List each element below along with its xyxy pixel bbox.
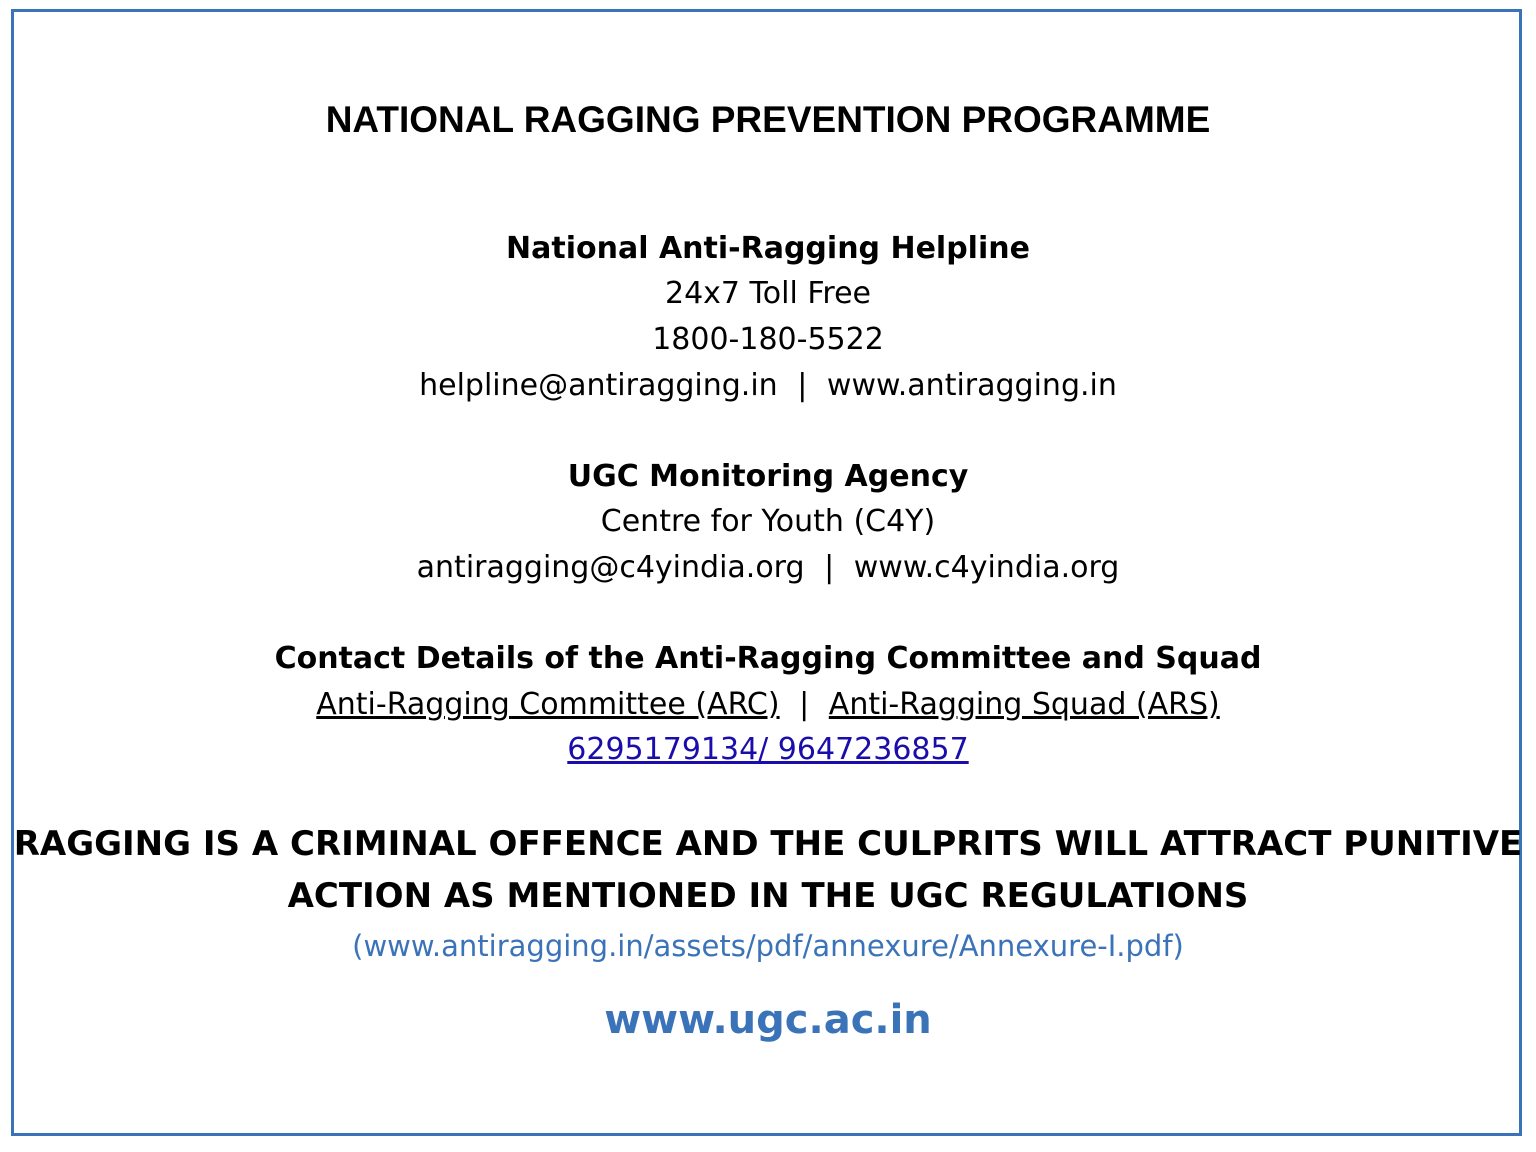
committee-phone-link[interactable]: 6295179134/ 9647236857 [567, 732, 969, 767]
committee-heading: Contact Details of the Anti-Ragging Committee and Squad [274, 641, 1262, 676]
ars-link[interactable]: Anti-Ragging Squad (ARS) [828, 687, 1220, 722]
ugc-website-link[interactable]: www.ugc.ac.in [604, 997, 932, 1043]
page-title: NATIONAL RAGGING PREVENTION PROGRAMME [325, 99, 1211, 140]
helpline-heading: National Anti-Ragging Helpline [506, 231, 1030, 266]
helpline-contact-line [0, 364, 1536, 408]
separator: | [824, 550, 835, 585]
separator: | [797, 368, 808, 403]
ugc-agency-contact-line [0, 546, 1536, 590]
ugc-agency-email[interactable]: antiragging@c4yindia.org [416, 550, 805, 585]
ugc-agency-heading: UGC Monitoring Agency [567, 459, 969, 494]
arc-link[interactable]: Anti-Ragging Committee (ARC) [316, 687, 780, 722]
helpline-phone: 1800-180-5522 [652, 322, 884, 357]
helpline-website[interactable]: www.antiragging.in [826, 368, 1117, 403]
annexure-reference-link[interactable]: (www.antiragging.in/assets/pdf/annexure/Annexure-I.pdf) [352, 929, 1184, 963]
separator: | [799, 687, 810, 722]
helpline-email[interactable]: helpline@antiragging.in [419, 368, 778, 403]
committee-phones-line [0, 728, 1536, 772]
warning-line-1: RAGGING IS A CRIMINAL OFFENCE AND THE CULPRITS WILL ATTRACT PUNITIVE [13, 824, 1523, 864]
helpline-subtitle: 24x7 Toll Free [664, 276, 871, 311]
ugc-agency-name: Centre for Youth (C4Y) [600, 504, 936, 539]
ugc-agency-website[interactable]: www.c4yindia.org [853, 550, 1120, 585]
committee-links-line [0, 683, 1536, 727]
warning-line-2: ACTION AS MENTIONED IN THE UGC REGULATIONS [287, 876, 1249, 916]
